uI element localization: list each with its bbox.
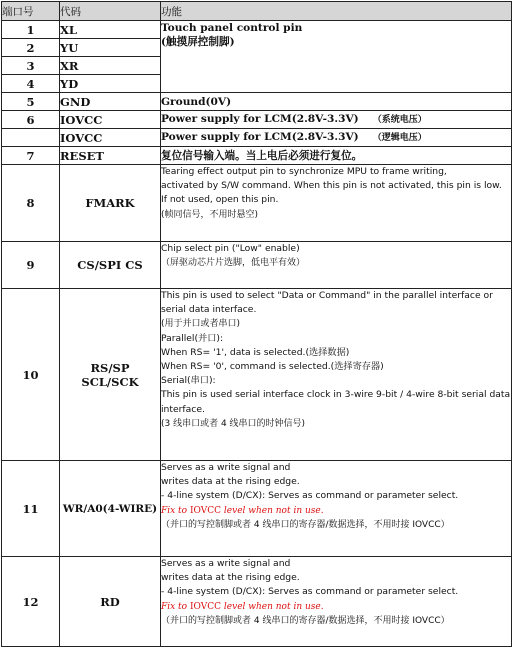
function-line: writes data at the rising edge. bbox=[161, 476, 300, 488]
pin-number: 2 bbox=[2, 39, 60, 57]
pin-function bbox=[161, 111, 512, 129]
function-line: Chip select pin ("Low" enable) bbox=[161, 243, 300, 254]
table-row bbox=[2, 147, 512, 165]
function-line: activated by S/W command. When this pin is not activated, this pin is low. bbox=[161, 180, 502, 192]
function-line: Serves as a write signal and bbox=[161, 462, 291, 473]
pin-number bbox=[2, 129, 60, 147]
pin-code: IOVCC bbox=[60, 111, 161, 129]
pin-number: 3 bbox=[2, 57, 60, 75]
pin-function bbox=[161, 21, 512, 93]
function-line: Touch panel control pin bbox=[161, 22, 303, 34]
function-line: （屏驱动芯片片选脚，低电平有效） bbox=[161, 258, 306, 269]
pin-number: 5 bbox=[2, 93, 60, 111]
function-line: Serves as a write signal and bbox=[161, 558, 291, 569]
table-row bbox=[2, 242, 512, 289]
function-line: writes data at the rising edge. bbox=[161, 572, 300, 584]
pin-number: 1 bbox=[2, 21, 60, 39]
header-function: 功能 bbox=[161, 2, 512, 21]
pin-code: FMARK bbox=[60, 165, 161, 242]
function-line: (触摸屏控制脚) bbox=[161, 36, 235, 48]
pin-function bbox=[161, 289, 512, 461]
function-note: （系统电压） bbox=[372, 115, 427, 125]
function-note: （逻辑电压） bbox=[372, 133, 427, 143]
function-line: This pin is used to select "Data or Command" in the parallel interface or serial data interface. bbox=[161, 290, 493, 316]
function-line: Parallel(并口): bbox=[161, 332, 224, 344]
pin-function bbox=[161, 129, 512, 147]
pin-code: XR bbox=[60, 57, 161, 75]
table-row bbox=[2, 93, 512, 111]
table-row bbox=[2, 461, 512, 557]
table-row bbox=[2, 557, 512, 647]
function-line: When RS= '0', command is selected.(选择寄存器) bbox=[161, 361, 384, 373]
pin-code: YU bbox=[60, 39, 161, 57]
pin-code-line: RS/SP bbox=[90, 360, 130, 375]
function-text: Power supply for LCM(2.8V-3.3V) bbox=[161, 131, 359, 143]
table-row bbox=[2, 111, 512, 129]
function-line: (3 线串口或者 4 线串口的时钟信号) bbox=[161, 418, 306, 429]
pin-code: RD bbox=[60, 557, 161, 647]
table-row bbox=[2, 289, 512, 461]
function-line: Tearing effect output pin to synchronize MPU to frame writing, bbox=[161, 166, 447, 177]
pin-number: 7 bbox=[2, 147, 60, 165]
pin-number: 9 bbox=[2, 242, 60, 289]
pin-number: 8 bbox=[2, 165, 60, 242]
table-row bbox=[2, 21, 512, 39]
function-line: (帧同信号，不用时悬空) bbox=[161, 209, 259, 220]
pin-function bbox=[161, 557, 512, 647]
function-line: - 4-line system (D/CX): Serves as command or parameter select. bbox=[161, 586, 459, 598]
pin-code: RESET bbox=[60, 147, 161, 165]
pin-code: YD bbox=[60, 75, 161, 93]
pin-code: XL bbox=[60, 21, 161, 39]
function-line: When RS= '1', data is selected.(选择数据) bbox=[161, 346, 350, 358]
function-line: - 4-line system (D/CX): Serves as command or parameter select. bbox=[161, 490, 459, 502]
pin-function bbox=[161, 242, 512, 289]
pin-number: 6 bbox=[2, 111, 60, 129]
pin-code: WR/A0(4-WIRE) bbox=[60, 461, 161, 557]
pin-function bbox=[161, 165, 512, 242]
header-row bbox=[2, 2, 512, 21]
function-text: Power supply for LCM(2.8V-3.3V) bbox=[161, 113, 359, 125]
pin-code-line: SCL/SCK bbox=[81, 374, 139, 389]
table-row bbox=[2, 165, 512, 242]
header-pin-number: 端口号 bbox=[2, 2, 60, 21]
unused-level-note: Fix to IOVCC level when not in use. bbox=[161, 601, 324, 612]
pin-number: 4 bbox=[2, 75, 60, 93]
function-line: (用于并口或者串口) bbox=[161, 319, 241, 330]
pin-number: 10 bbox=[2, 289, 60, 461]
function-line: （并口的写控制脚或者 4 线串口的寄存器/数据选择，不用时接 IOVCC） bbox=[161, 519, 450, 530]
pin-code bbox=[60, 289, 161, 461]
pin-function: Ground(0V) bbox=[161, 93, 512, 111]
pin-number: 11 bbox=[2, 461, 60, 557]
function-line: If not used, open this pin. bbox=[161, 194, 279, 206]
header-code: 代码 bbox=[60, 2, 161, 21]
pin-code: GND bbox=[60, 93, 161, 111]
unused-level-note: Fix to IOVCC level when not in use. bbox=[161, 505, 324, 516]
pin-definition-table bbox=[1, 1, 512, 647]
function-line: （并口的写控制脚或者 4 线串口的寄存器/数据选择，不用时接 IOVCC） bbox=[161, 615, 450, 626]
pin-number: 12 bbox=[2, 557, 60, 647]
pin-function: 复位信号输入端。当上电后必须进行复位。 bbox=[161, 147, 512, 165]
function-line: Serial(串口): bbox=[161, 375, 216, 387]
pin-code: IOVCC bbox=[60, 129, 161, 147]
function-line: This pin is used serial interface clock in 3-wire 9-bit / 4-wire 8-bit serial data interface. bbox=[161, 389, 511, 415]
pin-function bbox=[161, 461, 512, 557]
table-row bbox=[2, 129, 512, 147]
pin-code: CS/SPI CS bbox=[60, 242, 161, 289]
